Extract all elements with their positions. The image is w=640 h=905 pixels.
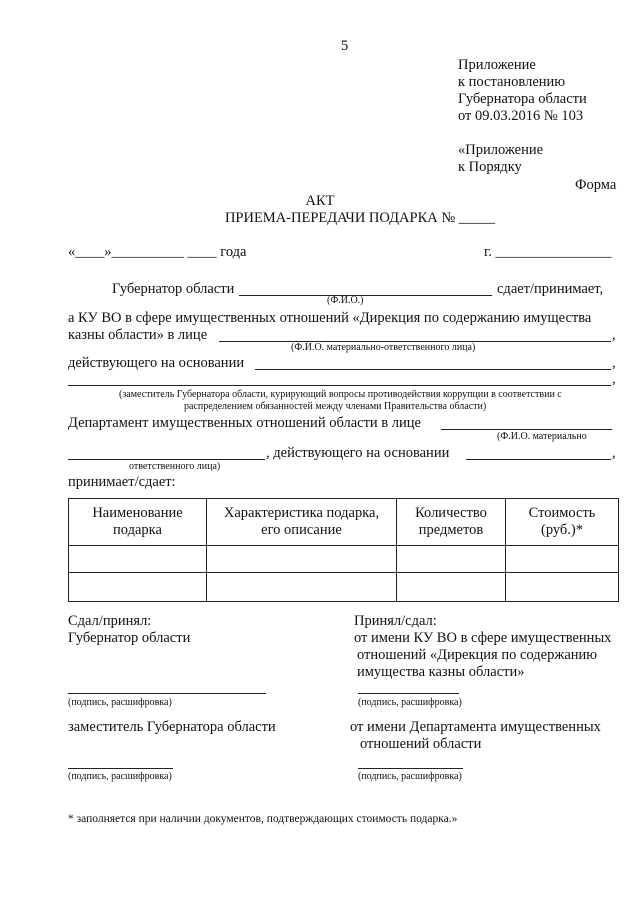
left-signature-role-1: Губернатор области	[68, 630, 191, 646]
basis-line-3	[466, 459, 611, 460]
acting-on-basis-label: действующего на основании	[68, 355, 245, 371]
appendix-line-3: Губернатора области	[458, 91, 587, 107]
basis-line-2	[68, 385, 611, 386]
header-description-line-1: Характеристика подарка,	[223, 505, 380, 521]
right-signature-line-2	[358, 768, 463, 769]
appendix2-line-1: «Приложение	[458, 142, 544, 158]
fio-material-caption-1: (Ф.И.О. материально	[497, 431, 587, 442]
right-sign-caption-1: (подпись, расшифровка)	[358, 697, 462, 708]
fio-caption: (Ф.И.О.)	[327, 295, 364, 306]
header-name-line-1: Наименование	[92, 505, 183, 521]
table-cell	[69, 573, 207, 602]
table-row	[69, 546, 619, 573]
form-label: Форма	[575, 177, 617, 193]
table-cell	[207, 573, 397, 602]
comma-3: ,	[612, 371, 616, 387]
right-signature-line-1	[358, 693, 459, 694]
right-role-1-line-1: от имени КУ ВО в сфере имущественных	[354, 630, 612, 646]
fio-material-caption-2: ответственного лица)	[129, 461, 221, 472]
gift-table	[68, 498, 619, 602]
department-fio-line-2	[68, 459, 265, 460]
table-row	[69, 573, 619, 602]
footnote: * заполняется при наличии документов, подтверждающих стоимость подарка.»	[68, 813, 458, 825]
deputy-caption-1: (заместитель Губернатора области, курирующий вопросы противодействия коррупции в соответствии с	[119, 389, 562, 400]
left-signature-line-2	[68, 768, 173, 769]
header-description-line-2: его описание	[261, 522, 342, 538]
deputy-caption-2: распределением обязанностей между членами Правительства области)	[184, 401, 487, 412]
table-cell	[397, 546, 506, 573]
comma-1: ,	[612, 327, 616, 343]
right-sign-caption-2: (подпись, расшифровка)	[358, 771, 462, 782]
basis-line-1	[255, 369, 611, 370]
governor-fio-line	[239, 295, 492, 296]
table-cell	[207, 546, 397, 573]
header-quantity-line-1: Количество	[415, 505, 487, 521]
date-field: «____»__________ ____ года	[68, 244, 247, 260]
table-cell	[506, 546, 619, 573]
header-quantity	[397, 499, 506, 546]
document-title: АКТ	[305, 193, 335, 209]
department-fio-line	[441, 429, 612, 430]
table-cell	[397, 573, 506, 602]
gives-accepts-label: сдает/принимает,	[497, 281, 604, 297]
department-label: Департамент имущественных отношений области в лице	[68, 415, 421, 431]
page-number: 5	[341, 38, 349, 54]
appendix-line-4: от 09.03.2016 № 103	[458, 108, 584, 124]
right-role-1-line-3: имущества казны области»	[357, 664, 525, 680]
comma-4: ,	[612, 445, 616, 461]
table-cell	[506, 573, 619, 602]
document-subtitle: ПРИЕМА-ПЕРЕДАЧИ ПОДАРКА № _____	[224, 210, 496, 226]
city-field: г. ________________	[484, 244, 612, 260]
governor-label: Губернатор области	[112, 281, 235, 297]
left-sign-caption-1: (подпись, расшифровка)	[68, 697, 172, 708]
header-name	[69, 499, 207, 546]
appendix-line-1: Приложение	[458, 57, 536, 73]
ku-vo-line-2: казны области» в лице	[68, 327, 208, 343]
appendix-line-2: к постановлению	[458, 74, 566, 90]
left-signature-role-2: заместитель Губернатора области	[68, 719, 276, 735]
header-cost-line-1: Стоимость	[528, 505, 596, 521]
header-cost	[506, 499, 619, 546]
header-cost-line-2: (руб.)*	[540, 522, 584, 538]
acting-on-basis-2: , действующего на основании	[266, 445, 450, 461]
right-role-2-line-2: отношений области	[360, 736, 482, 752]
fio-responsible-caption: (Ф.И.О. материально-ответственного лица)	[291, 342, 476, 353]
right-role-2-line-1: от имени Департамента имущественных	[350, 719, 601, 735]
accepts-gives-label: принимает/сдает:	[68, 474, 176, 490]
left-sign-caption-2: (подпись, расшифровка)	[68, 771, 172, 782]
right-signature-head: Принял/сдал:	[354, 613, 437, 629]
appendix2-line-2: к Порядку	[458, 159, 522, 175]
header-description	[207, 499, 397, 546]
left-signature-line-1	[68, 693, 266, 694]
left-signature-head: Сдал/принял:	[68, 613, 152, 629]
table-header-row	[69, 499, 619, 546]
header-name-line-2: подарка	[113, 522, 162, 538]
right-role-1-line-2: отношений «Дирекция по содержанию	[357, 647, 598, 663]
comma-2: ,	[612, 355, 616, 371]
header-quantity-line-2: предметов	[418, 522, 484, 538]
ku-vo-line-1: а КУ ВО в сфере имущественных отношений «Дирекция по содержанию имущества	[68, 310, 592, 326]
table-cell	[69, 546, 207, 573]
